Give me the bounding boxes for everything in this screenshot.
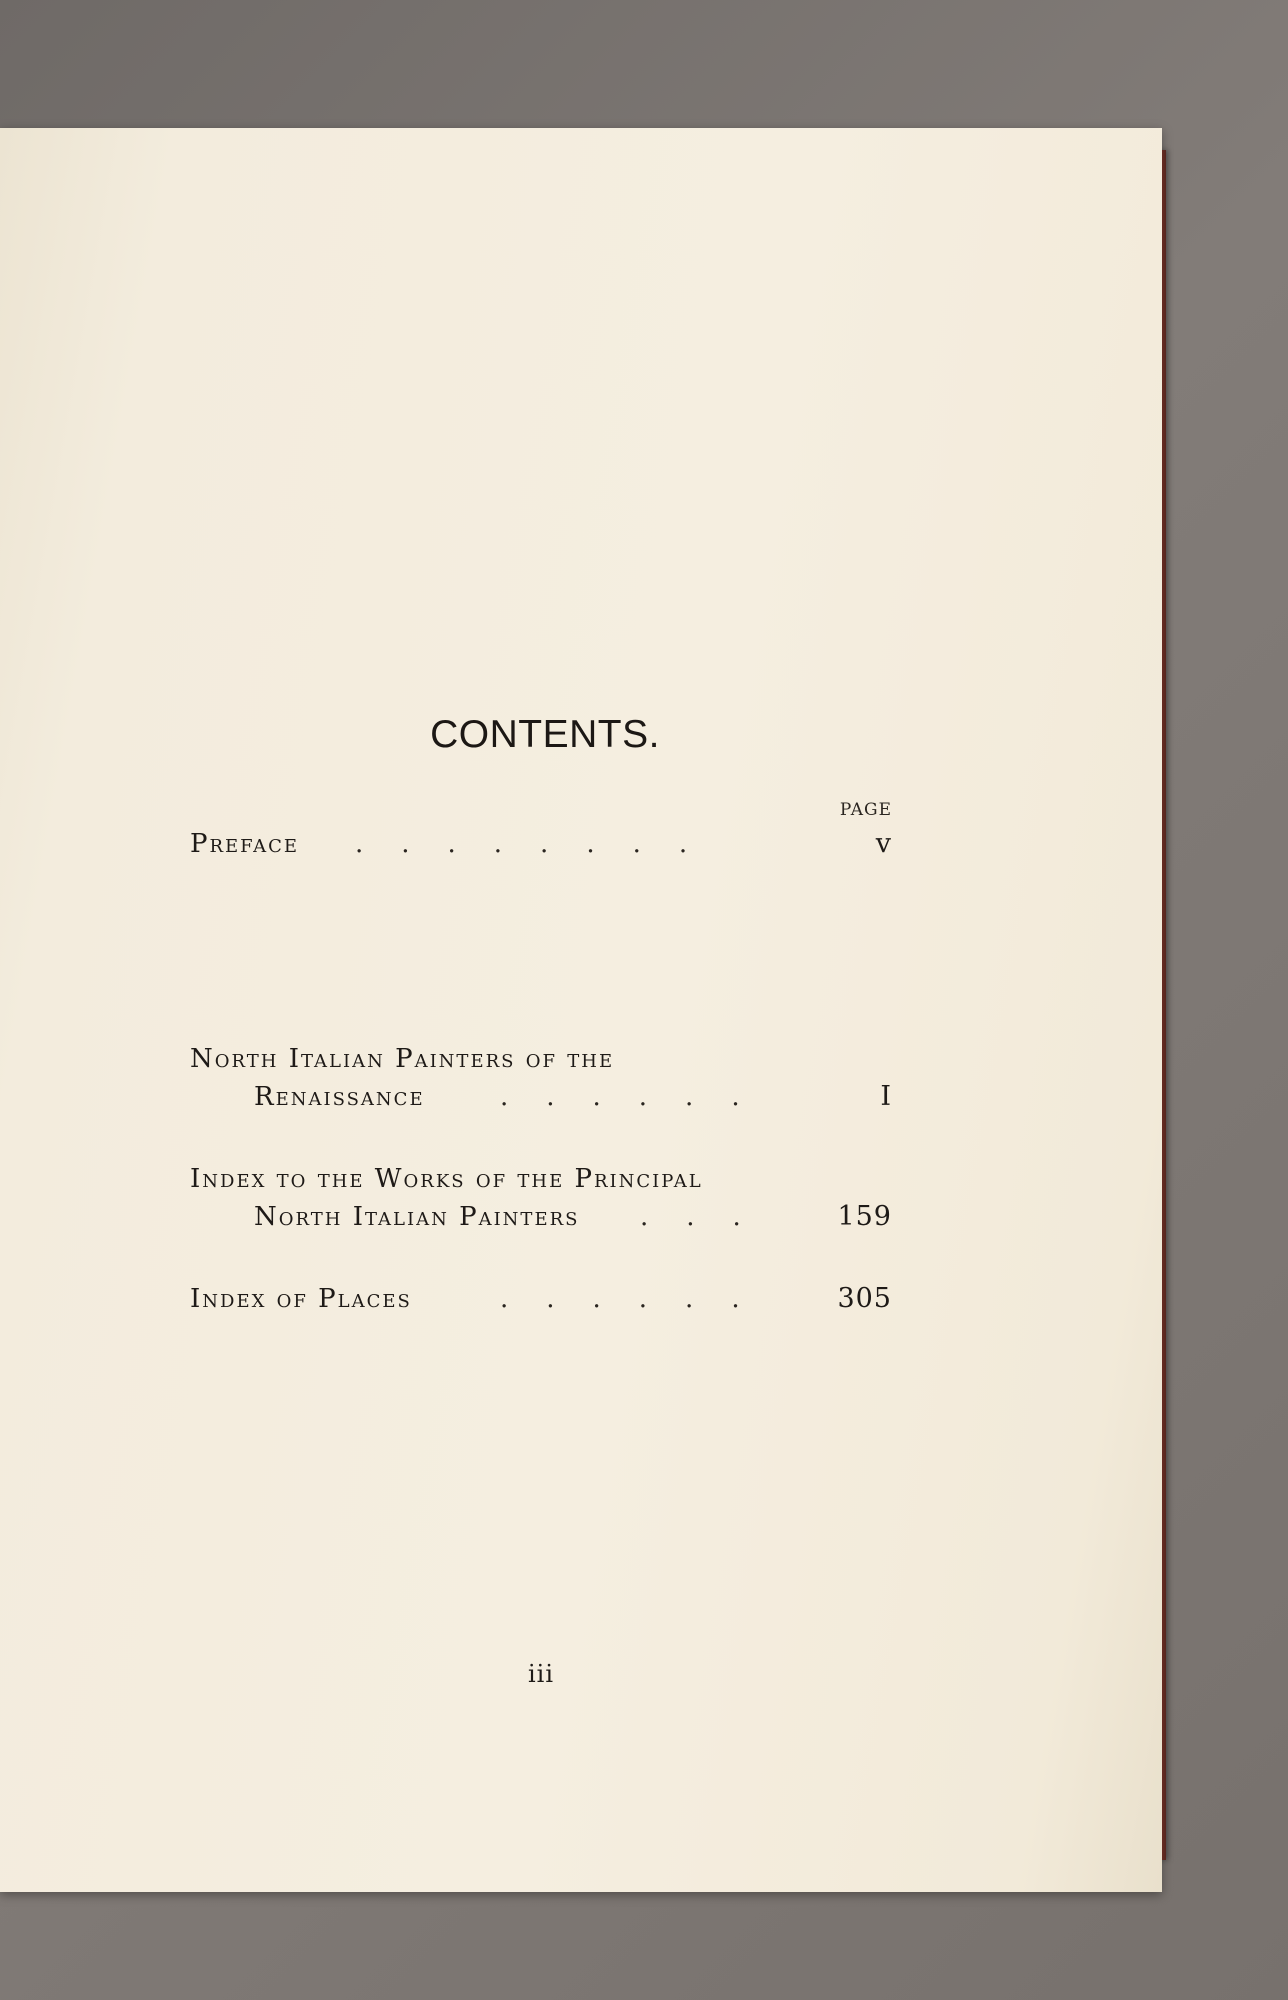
toc-entry-page-number: 159 <box>837 1201 892 1232</box>
dot-leader: ...... <box>500 1284 778 1314</box>
toc-entry-page-number: I <box>880 1081 892 1112</box>
book-page <box>0 128 1162 1892</box>
toc-entry-title: Index to the Works of the Principal <box>190 1164 703 1194</box>
toc-entry-title: North Italian Painters of the <box>190 1044 615 1074</box>
toc-entry-title-continued: Renaissance <box>254 1082 425 1112</box>
toc-entry-index-to-works <box>190 1160 892 1236</box>
toc-entry-title: Preface <box>190 829 300 859</box>
page-column-header: PAGE <box>839 800 892 820</box>
toc-entry-index-of-places <box>190 1280 892 1318</box>
toc-entry-preface <box>190 825 892 863</box>
toc-entry-line <box>190 1078 892 1116</box>
toc-entry-north-italian-painters <box>190 1040 892 1116</box>
toc-entry-line <box>190 1280 892 1318</box>
dot-leader: ........ <box>355 829 726 859</box>
toc-entry-page-number: 305 <box>837 1283 892 1314</box>
toc-entry-title: Index of Places <box>190 1284 412 1314</box>
dot-leader: ... <box>640 1202 779 1232</box>
page-title: CONTENTS. <box>430 713 660 756</box>
toc-entry-line <box>190 1160 892 1198</box>
toc-entry-line <box>190 825 892 863</box>
toc-entry-page-number: v <box>875 828 892 859</box>
toc-entry-line <box>190 1198 892 1236</box>
page-folio-number: iii <box>528 1660 555 1688</box>
toc-entry-title-continued: North Italian Painters <box>254 1202 580 1232</box>
dot-leader: ...... <box>500 1082 778 1112</box>
toc-entry-line <box>190 1040 892 1078</box>
